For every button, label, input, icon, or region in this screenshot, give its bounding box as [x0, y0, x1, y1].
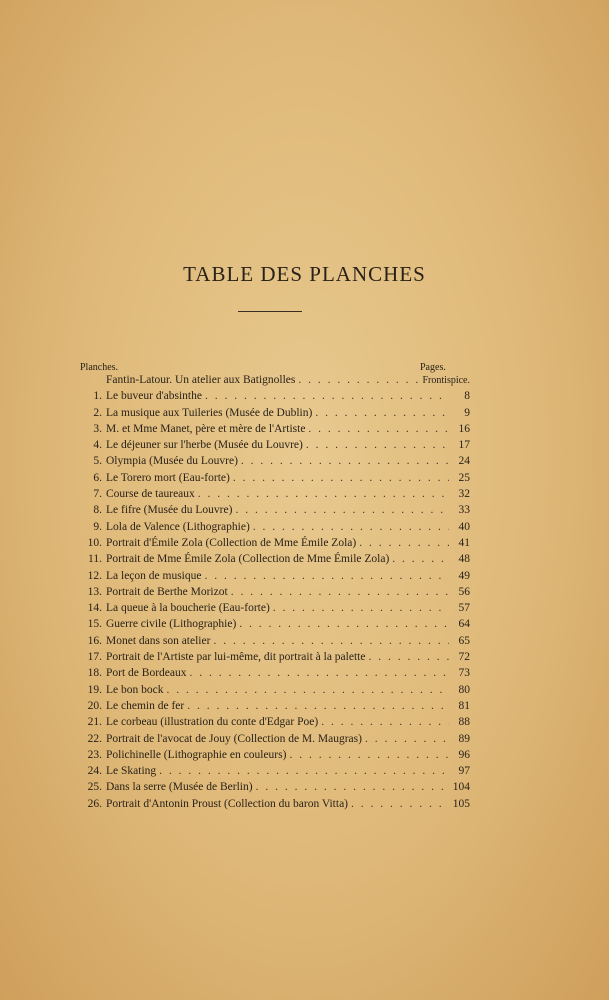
page-number: 8 — [464, 390, 470, 403]
toc-entry — [78, 684, 470, 700]
plate-number: 19. — [87, 683, 102, 696]
plate-number: 11. — [88, 553, 102, 566]
page-number: 49 — [458, 569, 470, 582]
plate-title: Portrait d'Émile Zola (Collection de Mme Émile Zola) — [106, 536, 357, 549]
page-number: 48 — [458, 553, 470, 566]
dot-leader — [308, 423, 449, 435]
page-number: 80 — [458, 683, 470, 696]
plate-number: 15. — [87, 618, 102, 631]
plate-number: 13. — [87, 585, 102, 598]
plate-number: 14. — [87, 602, 102, 615]
plate-title: Guerre civile (Lithographie) — [106, 618, 237, 631]
toc-entry — [78, 374, 470, 390]
plate-title: Le Torero mort (Eau-forte) — [106, 471, 230, 484]
plate-title: Le fifre (Musée du Louvre) — [106, 504, 233, 517]
toc-entry — [78, 602, 470, 618]
plate-title: Le corbeau (illustration du conte d'Edgar Poe) — [106, 716, 319, 729]
dot-leader — [253, 521, 449, 533]
plate-title: Portrait d'Antonin Proust (Collection du baron Vitta) — [106, 797, 349, 810]
dot-leader — [298, 374, 419, 386]
plate-number: 2. — [93, 406, 102, 419]
toc-entry — [78, 635, 470, 651]
page-number: 24 — [458, 455, 470, 468]
plate-number: 1. — [93, 390, 102, 403]
toc-entry — [78, 439, 470, 455]
page-number: 32 — [458, 488, 470, 501]
page-number: 56 — [458, 585, 470, 598]
plate-number: 26. — [87, 797, 102, 810]
dot-leader — [321, 716, 449, 728]
plate-title: Le déjeuner sur l'herbe (Musée du Louvre) — [106, 439, 303, 452]
plate-number: 3. — [93, 422, 102, 435]
toc-entry — [78, 553, 470, 569]
toc-entry — [78, 781, 470, 797]
dot-leader — [241, 455, 449, 467]
dot-leader — [289, 749, 449, 761]
plate-title: Portrait de l'avocat de Jouy (Collection de M. Maugras) — [106, 732, 362, 745]
plate-number: 22. — [87, 732, 102, 745]
dot-leader — [166, 684, 449, 696]
plate-title: Le Skating — [106, 765, 157, 778]
dot-leader — [359, 537, 449, 549]
page-number: 33 — [458, 504, 470, 517]
page-number: 89 — [458, 732, 470, 745]
dot-leader — [204, 570, 449, 582]
plate-number: 16. — [87, 634, 102, 647]
toc-entry — [78, 455, 470, 471]
dot-leader — [392, 553, 449, 565]
toc-entry — [78, 716, 470, 732]
plate-number: 6. — [93, 471, 102, 484]
page-title: TABLE DES PLANCHES — [183, 262, 426, 286]
plate-number: 4. — [93, 439, 102, 452]
page-number: 72 — [458, 651, 470, 664]
page-number: Frontispice. — [422, 375, 470, 386]
dot-leader — [235, 504, 449, 516]
plate-title: Lola de Valence (Lithographie) — [106, 520, 250, 533]
toc-entry — [78, 798, 470, 814]
plate-title: La musique aux Tuileries (Musée de Dublin) — [106, 406, 313, 419]
toc-entry — [78, 537, 470, 553]
plate-title: Portrait de Mme Émile Zola (Collection de Mme Émile Zola) — [106, 553, 390, 566]
toc-entry — [78, 488, 470, 504]
plate-number: 8. — [93, 504, 102, 517]
title-rule — [238, 311, 302, 312]
page-number: 81 — [458, 699, 470, 712]
page-number: 88 — [458, 716, 470, 729]
toc-entry — [78, 586, 470, 602]
toc-entry — [78, 618, 470, 634]
plate-title: Port de Bordeaux — [106, 667, 187, 680]
toc-entry — [78, 472, 470, 488]
column-header-plates: Planches. — [80, 362, 119, 373]
toc-entry — [78, 765, 470, 781]
page-number: 97 — [458, 765, 470, 778]
dot-leader — [213, 635, 449, 647]
toc-entry — [78, 423, 470, 439]
plate-number: 25. — [87, 781, 102, 794]
plate-title: M. et Mme Manet, père et mère de l'Artiste — [106, 422, 306, 435]
plate-number: 24. — [87, 765, 102, 778]
toc-entry — [78, 390, 470, 406]
plate-title: Portrait de Berthe Morizot — [106, 585, 228, 598]
plate-number: 7. — [93, 488, 102, 501]
page-number: 25 — [458, 471, 470, 484]
toc-entry — [78, 570, 470, 586]
plate-title: Le buveur d'absinthe — [106, 390, 202, 403]
toc-entry — [78, 504, 470, 520]
page-number: 17 — [458, 439, 470, 452]
page-number: 16 — [458, 422, 470, 435]
page-number: 64 — [458, 618, 470, 631]
dot-leader — [256, 781, 449, 793]
dot-leader — [187, 700, 449, 712]
toc-entry — [78, 521, 470, 537]
page-number: 96 — [458, 748, 470, 761]
plate-title: Monet dans son atelier — [106, 634, 211, 647]
dot-leader — [315, 407, 449, 419]
plate-number: 17. — [87, 651, 102, 664]
dot-leader — [239, 618, 449, 630]
dot-leader — [231, 586, 449, 598]
plate-title: Course de taureaux — [106, 488, 195, 501]
plate-number: 18. — [87, 667, 102, 680]
plate-number: 5. — [93, 455, 102, 468]
dot-leader — [198, 488, 449, 500]
page-number: 40 — [458, 520, 470, 533]
toc-entry — [78, 733, 470, 749]
page-number: 73 — [458, 667, 470, 680]
dot-leader — [351, 798, 449, 810]
plate-title: Fantin-Latour. Un atelier aux Batignolles — [106, 374, 296, 386]
dot-leader — [205, 390, 449, 402]
dot-leader — [189, 667, 449, 679]
dot-leader — [306, 439, 449, 451]
dot-leader — [273, 602, 449, 614]
plate-title: Portrait de l'Artiste par lui-même, dit portrait à la palette — [106, 651, 366, 664]
toc-entry — [78, 407, 470, 423]
plate-title: Le bon bock — [106, 683, 164, 696]
plate-number: 12. — [87, 569, 102, 582]
toc-entry — [78, 749, 470, 765]
dot-leader — [159, 765, 449, 777]
plate-title: Olympia (Musée du Louvre) — [106, 455, 238, 468]
plate-title: La queue à la boucherie (Eau-forte) — [106, 602, 270, 615]
dot-leader — [365, 733, 449, 745]
page-number: 41 — [458, 536, 470, 549]
plate-number: 9. — [93, 520, 102, 533]
plate-number: 23. — [87, 748, 102, 761]
column-header-pages: Pages. — [420, 362, 446, 373]
page-number: 65 — [458, 634, 470, 647]
plate-title: Polichinelle (Lithographie en couleurs) — [106, 748, 287, 761]
page-number: 57 — [458, 602, 470, 615]
plate-number: 10. — [87, 536, 102, 549]
plate-title: La leçon de musique — [106, 569, 202, 582]
toc-entry — [78, 651, 470, 667]
page-number: 104 — [452, 781, 470, 794]
plate-number: 20. — [87, 699, 102, 712]
toc-entry — [78, 700, 470, 716]
table-of-plates — [78, 374, 470, 814]
page-number: 9 — [464, 406, 470, 419]
plate-title: Le chemin de fer — [106, 699, 185, 712]
page-number: 105 — [452, 797, 470, 810]
toc-entry — [78, 667, 470, 683]
plate-number: 21. — [87, 716, 102, 729]
plate-title: Dans la serre (Musée de Berlin) — [106, 781, 253, 794]
dot-leader — [233, 472, 449, 484]
dot-leader — [368, 651, 449, 663]
